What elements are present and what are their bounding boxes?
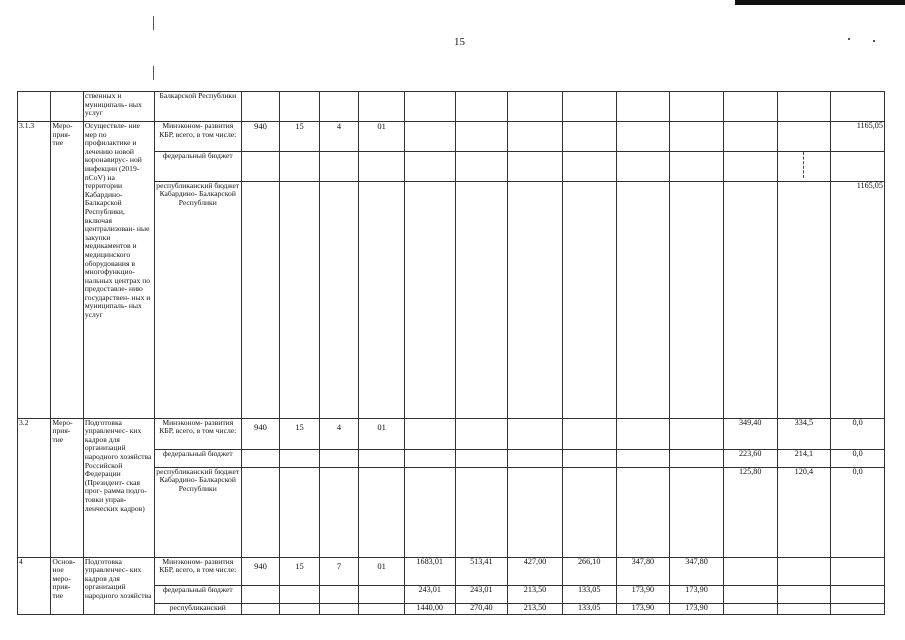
row-number: 3.1.3 <box>18 122 51 419</box>
executor-cell: республиканский бюджет Кабардино- Балкарской Республики <box>154 181 241 418</box>
table-row <box>18 557 885 585</box>
value-cell: 243,01 <box>455 585 508 603</box>
value-cell: 125,80 <box>723 467 777 557</box>
table-row <box>18 122 885 152</box>
value-cell: 173,90 <box>670 585 724 603</box>
value-cell: 120,4 <box>777 467 831 557</box>
grbs-code: 940 <box>241 418 279 449</box>
page-number: 15 <box>454 36 465 48</box>
value-cell: 349,40 <box>723 418 777 449</box>
section-code: 15 <box>280 122 320 152</box>
target-code: 01 <box>359 557 405 585</box>
value-cell: 1165,05 <box>831 122 885 152</box>
row-number: 3.2 <box>18 418 51 557</box>
value-cell: 334,5 <box>777 418 831 449</box>
value-cell: 270,40 <box>455 603 508 614</box>
scan-artifact <box>803 152 805 178</box>
value-cell: 0,0 <box>831 467 885 557</box>
measure-name: ственных и муниципаль- ных услуг <box>83 92 154 122</box>
executor-cell: федеральный бюджет <box>154 152 241 182</box>
row-number: 4 <box>18 557 51 614</box>
subsection-code: 4 <box>319 418 359 449</box>
target-code: 01 <box>359 122 405 152</box>
executor-cell: федеральный бюджет <box>154 585 241 603</box>
budget-table <box>17 91 885 615</box>
executor-cell: республиканский бюджет Кабардино- Балкарской Республики <box>154 467 241 557</box>
value-cell: 173,90 <box>616 603 670 614</box>
value-cell: 133,05 <box>562 585 616 603</box>
value-cell: 214,1 <box>777 449 831 467</box>
corner-scan-mark <box>735 0 905 5</box>
measure-name: Осуществле- ние мер по профилактике и лечению новой коронавирус- ной инфекции (2019-nCoV) на территории Кабардино- Балкарской Республики, включая централизован- ные закупки медикаментов и медицинского оборудования в многофункцио- нальных центрах по предоставле- нию государствен- ных и муниципаль- ных услуг <box>83 122 154 419</box>
executor-cell: федеральный бюджет <box>154 449 241 467</box>
subsection-code: 4 <box>319 122 359 152</box>
executor-cell: Минэконом- развития КБР, всего, в том числе: <box>154 122 241 152</box>
table-row <box>18 418 885 449</box>
subsection-code: 7 <box>319 557 359 585</box>
grbs-code: 940 <box>241 557 279 585</box>
table-row <box>18 92 885 122</box>
value-cell: 347,80 <box>670 557 724 585</box>
value-cell: 0,0 <box>831 418 885 449</box>
value-cell: 223,60 <box>723 449 777 467</box>
executor-cell: Минэконом- развития КБР, всего, в том числе: <box>154 418 241 449</box>
value-cell: 266,10 <box>562 557 616 585</box>
executor-cell: Балкарской Республики <box>154 92 241 122</box>
value-cell: 213,50 <box>508 585 563 603</box>
measure-name: Подготовка управленчес- ких кадров для организаций народного хозяйства Российской Федерации (Президент- ская прог- рамма подго- товки управ- ленческих кадров) <box>83 418 154 557</box>
value-cell: 173,90 <box>616 585 670 603</box>
scan-artifact <box>153 16 154 30</box>
target-code: 01 <box>359 418 405 449</box>
section-code: 15 <box>280 557 320 585</box>
section-code: 15 <box>280 418 320 449</box>
measure-type: Основ- ное меро- прия- тие <box>51 557 83 614</box>
value-cell: 173,90 <box>670 603 724 614</box>
value-cell: 347,80 <box>616 557 670 585</box>
value-cell: 1165,05 <box>831 181 885 418</box>
value-cell: 213,50 <box>508 603 563 614</box>
grbs-code: 940 <box>241 122 279 152</box>
executor-cell: республиканский <box>154 603 241 614</box>
measure-type: Меро- прия- тие <box>51 418 83 557</box>
value-cell: 133,05 <box>562 603 616 614</box>
scan-artifact <box>873 40 875 42</box>
value-cell: 243,01 <box>404 585 455 603</box>
value-cell: 1683,01 <box>404 557 455 585</box>
executor-cell: Минэконом- развития КБР, всего, в том числе: <box>154 557 241 585</box>
value-cell: 1440,00 <box>404 603 455 614</box>
value-cell: 513,41 <box>455 557 508 585</box>
measure-type: Меро- прия- тие <box>51 122 83 419</box>
scan-artifact <box>153 66 154 80</box>
value-cell: 0,0 <box>831 449 885 467</box>
value-cell: 427,00 <box>508 557 563 585</box>
scan-artifact <box>848 38 850 40</box>
measure-name: Подготовка управленчес- ких кадров для организаций народного хозяйства <box>83 557 154 614</box>
